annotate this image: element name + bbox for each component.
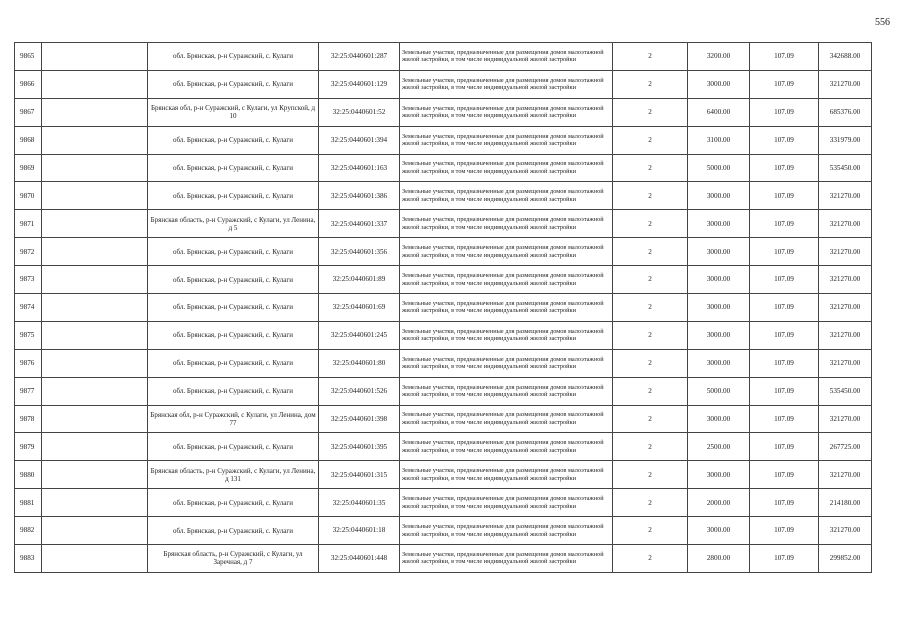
row-empty-cell: [42, 517, 148, 545]
row-empty-cell: [42, 294, 148, 322]
row-land-use-cell: Земельные участки, предназначенные для размещения домов малоэтажной жилой застройки, в том числе индивидуальной жилой застройки: [400, 294, 613, 322]
row-area-cell: 3100.00: [688, 126, 750, 154]
row-value-cell: 331979.00: [819, 126, 872, 154]
row-rate-cell: 107.09: [750, 489, 819, 517]
row-area-cell: 3000.00: [688, 349, 750, 377]
row-empty-cell: [42, 545, 148, 573]
row-group-cell: 2: [613, 377, 688, 405]
row-land-use-cell: Земельные участки, предназначенные для размещения домов малоэтажной жилой застройки, в том числе индивидуальной жилой застройки: [400, 210, 613, 238]
row-rate-cell: 107.09: [750, 405, 819, 433]
row-address-cell: обл. Брянская, р-н Суражский, с. Кулаги: [148, 517, 319, 545]
row-rate-cell: 107.09: [750, 43, 819, 71]
row-group-cell: 2: [613, 210, 688, 238]
table-row: [15, 98, 872, 126]
row-value-cell: 685376.00: [819, 98, 872, 126]
row-area-cell: 3000.00: [688, 461, 750, 489]
row-area-cell: 3200.00: [688, 43, 750, 71]
table-row: [15, 489, 872, 517]
row-address-cell: Брянская область, р-н Суражский, с Кулаги, ул Заречная, д 7: [148, 545, 319, 573]
row-value-cell: 214180.00: [819, 489, 872, 517]
row-land-use-cell: Земельные участки, предназначенные для размещения домов малоэтажной жилой застройки, в том числе индивидуальной жилой застройки: [400, 517, 613, 545]
row-cadastral-number-cell: 32:25:0440601:129: [319, 70, 400, 98]
row-group-cell: 2: [613, 321, 688, 349]
row-land-use-cell: Земельные участки, предназначенные для размещения домов малоэтажной жилой застройки, в том числе индивидуальной жилой застройки: [400, 126, 613, 154]
row-address-cell: обл. Брянская, р-н Суражский, с. Кулаги: [148, 294, 319, 322]
row-group-cell: 2: [613, 349, 688, 377]
row-value-cell: 321270.00: [819, 70, 872, 98]
row-id-cell: 9870: [15, 182, 42, 210]
row-area-cell: 3000.00: [688, 517, 750, 545]
row-rate-cell: 107.09: [750, 294, 819, 322]
row-rate-cell: 107.09: [750, 182, 819, 210]
row-land-use-cell: Земельные участки, предназначенные для размещения домов малоэтажной жилой застройки, в том числе индивидуальной жилой застройки: [400, 266, 613, 294]
row-address-cell: обл. Брянская, р-н Суражский, с. Кулаги: [148, 238, 319, 266]
row-area-cell: 5000.00: [688, 154, 750, 182]
row-id-cell: 9872: [15, 238, 42, 266]
table-row: [15, 349, 872, 377]
row-id-cell: 9880: [15, 461, 42, 489]
row-address-cell: обл. Брянская, р-н Суражский, с. Кулаги: [148, 377, 319, 405]
row-id-cell: 9871: [15, 210, 42, 238]
row-land-use-cell: Земельные участки, предназначенные для размещения домов малоэтажной жилой застройки, в том числе индивидуальной жилой застройки: [400, 238, 613, 266]
row-cadastral-number-cell: 32:25:0440601:398: [319, 405, 400, 433]
row-area-cell: 3000.00: [688, 321, 750, 349]
row-group-cell: 2: [613, 126, 688, 154]
row-empty-cell: [42, 433, 148, 461]
row-cadastral-number-cell: 32:25:0440601:18: [319, 517, 400, 545]
row-empty-cell: [42, 154, 148, 182]
table-row: [15, 377, 872, 405]
row-address-cell: обл. Брянская, р-н Суражский, с. Кулаги: [148, 489, 319, 517]
row-group-cell: 2: [613, 294, 688, 322]
row-id-cell: 9875: [15, 321, 42, 349]
row-id-cell: 9868: [15, 126, 42, 154]
row-value-cell: 321270.00: [819, 238, 872, 266]
row-land-use-cell: Земельные участки, предназначенные для размещения домов малоэтажной жилой застройки, в том числе индивидуальной жилой застройки: [400, 70, 613, 98]
table-row: [15, 43, 872, 71]
row-group-cell: 2: [613, 266, 688, 294]
row-empty-cell: [42, 266, 148, 294]
row-address-cell: обл. Брянская, р-н Суражский, с. Кулаги: [148, 70, 319, 98]
row-value-cell: 321270.00: [819, 210, 872, 238]
row-area-cell: 3000.00: [688, 70, 750, 98]
row-group-cell: 2: [613, 517, 688, 545]
row-group-cell: 2: [613, 461, 688, 489]
row-land-use-cell: Земельные участки, предназначенные для размещения домов малоэтажной жилой застройки, в том числе индивидуальной жилой застройки: [400, 43, 613, 71]
row-value-cell: 321270.00: [819, 266, 872, 294]
row-cadastral-number-cell: 32:25:0440601:315: [319, 461, 400, 489]
row-id-cell: 9877: [15, 377, 42, 405]
row-cadastral-number-cell: 32:25:0440601:89: [319, 266, 400, 294]
row-id-cell: 9882: [15, 517, 42, 545]
row-cadastral-number-cell: 32:25:0440601:80: [319, 349, 400, 377]
row-empty-cell: [42, 461, 148, 489]
row-group-cell: 2: [613, 70, 688, 98]
row-id-cell: 9881: [15, 489, 42, 517]
row-address-cell: обл. Брянская, р-н Суражский, с. Кулаги: [148, 126, 319, 154]
row-cadastral-number-cell: 32:25:0440601:287: [319, 43, 400, 71]
row-cadastral-number-cell: 32:25:0440601:395: [319, 433, 400, 461]
row-land-use-cell: Земельные участки, предназначенные для размещения домов малоэтажной жилой застройки, в том числе индивидуальной жилой застройки: [400, 433, 613, 461]
table-row: [15, 154, 872, 182]
row-value-cell: 535450.00: [819, 377, 872, 405]
row-group-cell: 2: [613, 154, 688, 182]
row-address-cell: обл. Брянская, р-н Суражский, с. Кулаги: [148, 349, 319, 377]
row-address-cell: обл. Брянская, р-н Суражский, с. Кулаги: [148, 182, 319, 210]
row-value-cell: 321270.00: [819, 349, 872, 377]
row-address-cell: обл. Брянская, р-н Суражский, с. Кулаги: [148, 154, 319, 182]
row-area-cell: 3000.00: [688, 405, 750, 433]
row-area-cell: 3000.00: [688, 210, 750, 238]
row-cadastral-number-cell: 32:25:0440601:448: [319, 545, 400, 573]
row-area-cell: 3000.00: [688, 182, 750, 210]
row-land-use-cell: Земельные участки, предназначенные для размещения домов малоэтажной жилой застройки, в том числе индивидуальной жилой застройки: [400, 182, 613, 210]
row-group-cell: 2: [613, 545, 688, 573]
row-id-cell: 9869: [15, 154, 42, 182]
row-empty-cell: [42, 238, 148, 266]
table-row: [15, 126, 872, 154]
row-area-cell: 5000.00: [688, 377, 750, 405]
row-land-use-cell: Земельные участки, предназначенные для размещения домов малоэтажной жилой застройки, в том числе индивидуальной жилой застройки: [400, 405, 613, 433]
row-empty-cell: [42, 70, 148, 98]
row-id-cell: 9883: [15, 545, 42, 573]
table-body: [15, 43, 872, 573]
row-value-cell: 321270.00: [819, 405, 872, 433]
table-row: [15, 238, 872, 266]
table-row: [15, 517, 872, 545]
row-group-cell: 2: [613, 405, 688, 433]
row-address-cell: Брянская область, р-н Суражский, с Кулаги, ул Ленина, д 5: [148, 210, 319, 238]
table-row: [15, 545, 872, 573]
row-area-cell: 3000.00: [688, 294, 750, 322]
row-address-cell: Брянская обл, р-н Суражский, с Кулаги, ул Ленина, дом 77: [148, 405, 319, 433]
row-id-cell: 9865: [15, 43, 42, 71]
row-rate-cell: 107.09: [750, 70, 819, 98]
table-row: [15, 433, 872, 461]
row-id-cell: 9876: [15, 349, 42, 377]
row-id-cell: 9878: [15, 405, 42, 433]
row-rate-cell: 107.09: [750, 461, 819, 489]
row-id-cell: 9866: [15, 70, 42, 98]
table-row: [15, 405, 872, 433]
row-group-cell: 2: [613, 182, 688, 210]
row-value-cell: 321270.00: [819, 461, 872, 489]
row-land-use-cell: Земельные участки, предназначенные для размещения домов малоэтажной жилой застройки, в том числе индивидуальной жилой застройки: [400, 321, 613, 349]
row-land-use-cell: Земельные участки, предназначенные для размещения домов малоэтажной жилой застройки, в том числе индивидуальной жилой застройки: [400, 461, 613, 489]
row-empty-cell: [42, 182, 148, 210]
row-empty-cell: [42, 321, 148, 349]
row-id-cell: 9867: [15, 98, 42, 126]
table-row: [15, 461, 872, 489]
row-cadastral-number-cell: 32:25:0440601:356: [319, 238, 400, 266]
row-address-cell: Брянская область, р-н Суражский, с Кулаги, ул Ленина, д 131: [148, 461, 319, 489]
row-empty-cell: [42, 489, 148, 517]
row-area-cell: 2800.00: [688, 545, 750, 573]
row-group-cell: 2: [613, 433, 688, 461]
page-number: 556: [875, 17, 890, 28]
row-value-cell: 321270.00: [819, 294, 872, 322]
row-address-cell: обл. Брянская, р-н Суражский, с. Кулаги: [148, 433, 319, 461]
row-rate-cell: 107.09: [750, 517, 819, 545]
row-cadastral-number-cell: 32:25:0440601:245: [319, 321, 400, 349]
row-cadastral-number-cell: 32:25:0440601:526: [319, 377, 400, 405]
row-cadastral-number-cell: 32:25:0440601:35: [319, 489, 400, 517]
row-area-cell: 6400.00: [688, 98, 750, 126]
row-rate-cell: 107.09: [750, 126, 819, 154]
row-value-cell: 321270.00: [819, 321, 872, 349]
row-group-cell: 2: [613, 489, 688, 517]
row-address-cell: Брянская обл, р-н Суражский, с Кулаги, ул Крупской, д 10: [148, 98, 319, 126]
row-value-cell: 299852.00: [819, 545, 872, 573]
row-address-cell: обл. Брянская, р-н Суражский, с. Кулаги: [148, 266, 319, 294]
row-rate-cell: 107.09: [750, 433, 819, 461]
row-land-use-cell: Земельные участки, предназначенные для размещения домов малоэтажной жилой застройки, в том числе индивидуальной жилой застройки: [400, 154, 613, 182]
table-row: [15, 266, 872, 294]
row-empty-cell: [42, 377, 148, 405]
row-empty-cell: [42, 126, 148, 154]
row-land-use-cell: Земельные участки, предназначенные для размещения домов малоэтажной жилой застройки, в том числе индивидуальной жилой застройки: [400, 377, 613, 405]
row-rate-cell: 107.09: [750, 377, 819, 405]
row-rate-cell: 107.09: [750, 210, 819, 238]
row-rate-cell: 107.09: [750, 545, 819, 573]
row-cadastral-number-cell: 32:25:0440601:337: [319, 210, 400, 238]
row-rate-cell: 107.09: [750, 321, 819, 349]
row-id-cell: 9874: [15, 294, 42, 322]
row-cadastral-number-cell: 32:25:0440601:52: [319, 98, 400, 126]
row-cadastral-number-cell: 32:25:0440601:69: [319, 294, 400, 322]
table-row: [15, 294, 872, 322]
row-area-cell: 2500.00: [688, 433, 750, 461]
row-value-cell: 342688.00: [819, 43, 872, 71]
table-row: [15, 182, 872, 210]
row-rate-cell: 107.09: [750, 266, 819, 294]
row-group-cell: 2: [613, 98, 688, 126]
row-id-cell: 9879: [15, 433, 42, 461]
row-rate-cell: 107.09: [750, 349, 819, 377]
row-rate-cell: 107.09: [750, 98, 819, 126]
row-id-cell: 9873: [15, 266, 42, 294]
row-address-cell: обл. Брянская, р-н Суражский, с. Кулаги: [148, 43, 319, 71]
row-land-use-cell: Земельные участки, предназначенные для размещения домов малоэтажной жилой застройки, в том числе индивидуальной жилой застройки: [400, 545, 613, 573]
row-area-cell: 3000.00: [688, 238, 750, 266]
row-empty-cell: [42, 405, 148, 433]
row-rate-cell: 107.09: [750, 238, 819, 266]
cadastral-registry-table: [14, 42, 872, 573]
row-empty-cell: [42, 349, 148, 377]
row-area-cell: 3000.00: [688, 266, 750, 294]
table-row: [15, 210, 872, 238]
row-land-use-cell: Земельные участки, предназначенные для размещения домов малоэтажной жилой застройки, в том числе индивидуальной жилой застройки: [400, 98, 613, 126]
row-land-use-cell: Земельные участки, предназначенные для размещения домов малоэтажной жилой застройки, в том числе индивидуальной жилой застройки: [400, 489, 613, 517]
row-empty-cell: [42, 210, 148, 238]
row-group-cell: 2: [613, 43, 688, 71]
row-land-use-cell: Земельные участки, предназначенные для размещения домов малоэтажной жилой застройки, в том числе индивидуальной жилой застройки: [400, 349, 613, 377]
row-value-cell: 535450.00: [819, 154, 872, 182]
row-value-cell: 321270.00: [819, 182, 872, 210]
row-address-cell: обл. Брянская, р-н Суражский, с. Кулаги: [148, 321, 319, 349]
table-row: [15, 70, 872, 98]
row-empty-cell: [42, 43, 148, 71]
row-area-cell: 2000.00: [688, 489, 750, 517]
row-cadastral-number-cell: 32:25:0440601:163: [319, 154, 400, 182]
row-empty-cell: [42, 98, 148, 126]
row-group-cell: 2: [613, 238, 688, 266]
row-value-cell: 267725.00: [819, 433, 872, 461]
row-rate-cell: 107.09: [750, 154, 819, 182]
table-row: [15, 321, 872, 349]
row-cadastral-number-cell: 32:25:0440601:386: [319, 182, 400, 210]
row-value-cell: 321270.00: [819, 517, 872, 545]
row-cadastral-number-cell: 32:25:0440601:394: [319, 126, 400, 154]
